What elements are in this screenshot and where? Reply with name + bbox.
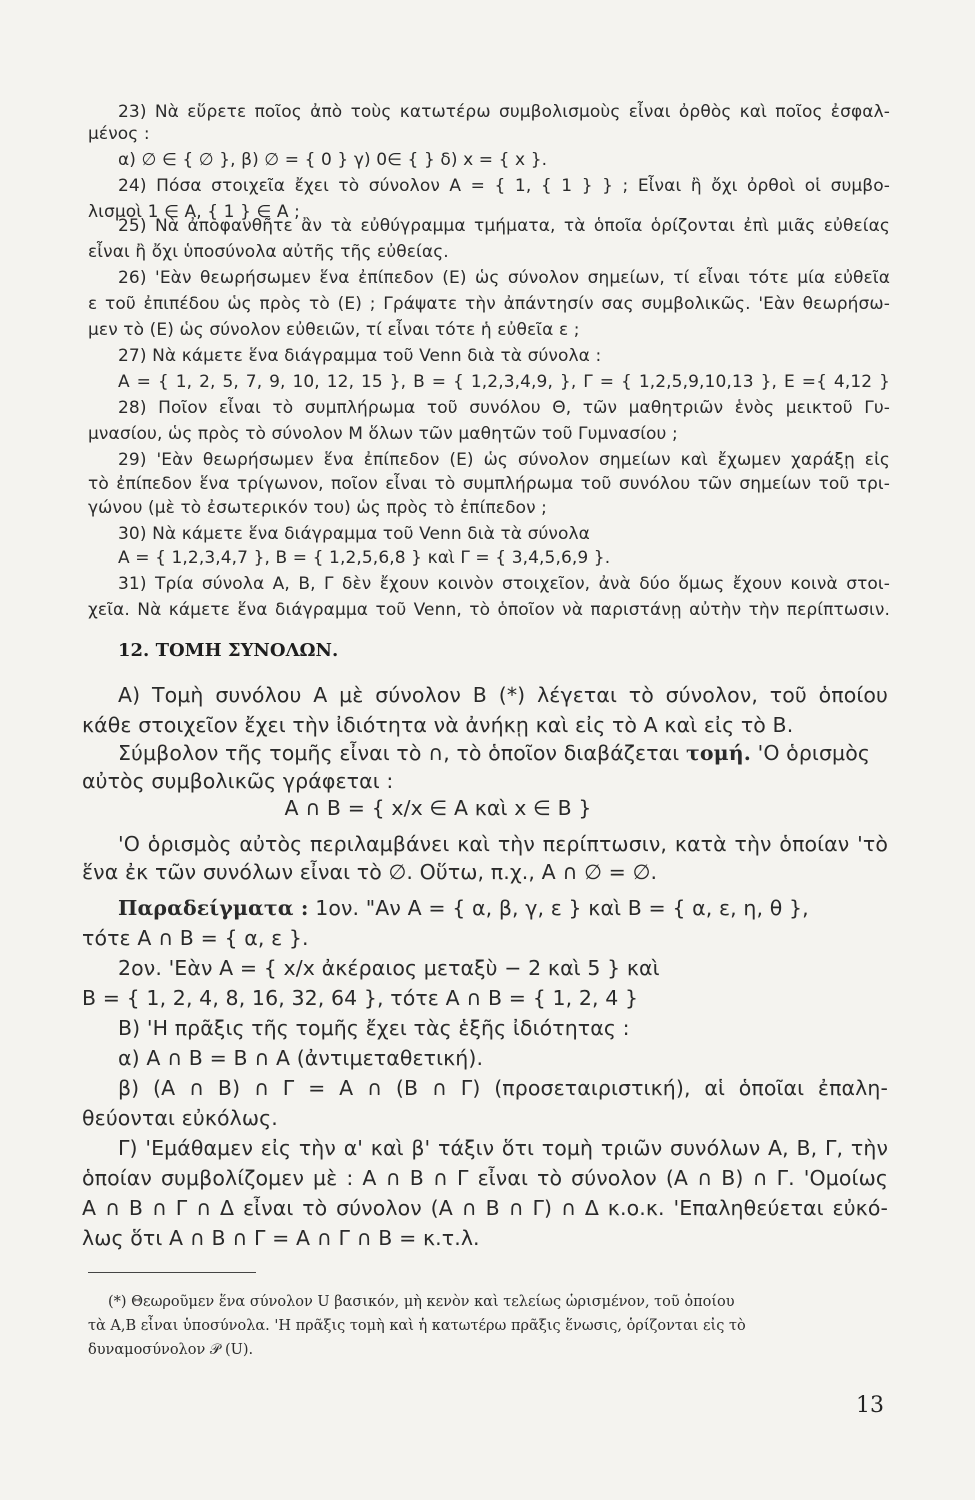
exercise-25-line1: 25) Νὰ ἀποφανθῆτε ἂν τὰ εὐθύγραμμα τμήματα, τὰ ὁποῖα ὁρίζονται ἐπὶ μιᾶς εὐθείας [118, 216, 890, 236]
footnote-line2: τὰ A,B εἶναι ὑποσύνολα. 'H πρᾶξις τομὴ καὶ ἡ κατωτέρω πρᾶξις ἕνωσις, ὁρίζονται εἰς τὸ [88, 1318, 746, 1334]
symbol-line1-text: Σύμβολον τῆς τομῆς εἶναι τὸ ∩, τὸ ὁποῖον διαβάζεται [118, 741, 686, 765]
footnote-line1: (*) Θεωροῦμεν ἕνα σύνολον U βασικόν, μὴ κενὸν καὶ τελείως ὡρισμένον, τοῦ ὁποίου [108, 1294, 735, 1310]
empty-case-line2: ἕνα ἐκ τῶν συνόλων εἶναι τὸ ∅. Οὕτω, π.χ., A ∩ ∅ = ∅. [82, 860, 658, 884]
exercise-23-line2: μένος : [88, 124, 150, 144]
exercise-31-line1: 31) Τρία σύνολα A, B, Γ δὲν ἔχουν κοινὸν στοιχεῖον, ἀνὰ δύο ὅμως ἔχουν κοινὰ στοι- [118, 574, 890, 594]
exercise-26-line2: ε τοῦ ἐπιπέδου ὡς πρὸς τὸ (E) ; Γράψατε τὴν ἀπάντησίν σας συμβολικῶς. 'Εὰν θεωρήσω- [88, 294, 890, 314]
definition-line1: A) Τομὴ συνόλου A μὲ σύνολον B (*) λέγεται τὸ σύνολον, τοῦ ὁποίου [118, 683, 888, 707]
exercise-30-sets: A = { 1,2,3,4,7 }, B = { 1,2,5,6,8 } καὶ Γ = { 3,4,5,6,9 }. [118, 548, 611, 568]
three-sets-line2: ὁποίαν συμβολίζομεν μὲ : A ∩ B ∩ Γ εἶναι τὸ σύνολον (A ∩ B) ∩ Γ. 'Ομοίως [82, 1166, 888, 1190]
footnote-rule [88, 1272, 256, 1273]
property-associative-line1: β) (A ∩ B) ∩ Γ = A ∩ (B ∩ Γ) (προσεταιριστική), αἱ ὁποῖαι ἐπαλη- [118, 1076, 888, 1100]
exercise-27-line1: 27) Νὰ κάμετε ἕνα διάγραμμα τοῦ Venn διὰ τὰ σύνολα : [118, 346, 602, 366]
definition-line2: κάθε στοιχεῖον ἔχει τὴν ἰδιότητα νὰ ἀνήκῃ καὶ εἰς τὸ A καὶ εἰς τὸ B. [82, 713, 794, 737]
exercise-27-sets: A = { 1, 2, 5, 7, 9, 10, 12, 15 }, B = { 1,2,3,4,9, }, Γ = { 1,2,5,9,10,13 }, E ={ 4,12 } [118, 372, 890, 392]
symbol-line1-end: 'O ὁρισμὸς [750, 741, 870, 765]
footnote-line3: δυναμοσύνολον 𝒫 (U). [88, 1342, 254, 1358]
exercise-29-line2: τὸ ἐπίπεδον ἕνα τρίγωνον, ποῖον εἶναι τὸ συμπλήρωμα τοῦ συνόλου τῶν σημείων τοῦ τρι- [88, 474, 890, 494]
exercise-23-options: α) ∅ ∈ { ∅ }, β) ∅ = { 0 } γ) 0∈ { } δ) x = { x }. [118, 150, 548, 170]
example-2-line1: 2ον. 'Εὰν A = { x/x ἀκέραιος μεταξὺ − 2 καὶ 5 } καὶ [118, 956, 660, 980]
exercise-26-line1: 26) 'Εὰν θεωρήσωμεν ἕνα ἐπίπεδον (E) ὡς σύνολον σημείων, τί εἶναι τότε μία εὐθεῖα [118, 268, 890, 288]
exercise-26-line3: μεν τὸ (E) ὡς σύνολον εὐθειῶν, τί εἶναι τότε ἡ εὐθεῖα ε ; [88, 320, 580, 340]
exercise-29-line1: 29) 'Εὰν θεωρήσωμεν ἕνα ἐπίπεδον (E) ὡς σύνολον σημείων καὶ ἔχωμεν χαράξῃ εἰς [118, 450, 890, 470]
exercise-25-line2: εἶναι ἢ ὄχι ὑποσύνολα αὐτῆς τῆς εὐθείας. [88, 242, 449, 262]
symbol-line2: αὐτὸς συμβολικῶς γράφεται : [82, 769, 394, 793]
exercise-30-line1: 30) Νὰ κάμετε ἕνα διάγραμμα τοῦ Venn διὰ τὰ σύνολα [118, 524, 590, 544]
exercise-23-line1: 23) Νὰ εὕρετε ποῖος ἀπὸ τοὺς κατωτέρω συμβολισμοὺς εἶναι ὀρθὸς καὶ ποῖος ἐσφαλ- [118, 102, 890, 122]
exercise-24-line2: λισμοὶ 1 ∈ A, { 1 } ∈ A ; [88, 202, 300, 222]
property-associative-line2: θεύονται εὐκόλως. [82, 1106, 278, 1130]
exercise-28-line2: μνασίου, ὡς πρὸς τὸ σύνολον M ὅλων τῶν μαθητῶν τοῦ Γυμνασίου ; [88, 424, 678, 444]
example-1-text: 1ον. "Αν A = { α, β, γ, ε } καὶ B = { α, ε, η, θ }, [308, 896, 809, 920]
page-number: 13 [856, 1393, 884, 1418]
section-title: 12. ΤΟΜΗ ΣΥΝΟΛΩΝ. [118, 640, 339, 661]
three-sets-line4: λως ὅτι A ∩ B ∩ Γ = A ∩ Γ ∩ B = κ.τ.λ. [82, 1226, 480, 1250]
example-1-line2: τότε A ∩ B = { α, ε }. [82, 926, 309, 950]
three-sets-line3: A ∩ B ∩ Γ ∩ Δ εἶναι τὸ σύνολον (A ∩ B ∩ Γ) ∩ Δ κ.ο.κ. 'Επαληθεύεται εὐκό- [82, 1196, 888, 1220]
property-commutative: α) A ∩ B = B ∩ A (ἀντιμεταθετική). [118, 1046, 484, 1070]
examples-label: Παραδείγματα : [118, 896, 309, 920]
example-2-line2: B = { 1, 2, 4, 8, 16, 32, 64 }, τότε A ∩ B = { 1, 2, 4 } [82, 986, 639, 1010]
exercise-28-line1: 28) Ποῖον εἶναι τὸ συμπλήρωμα τοῦ συνόλου Θ, τῶν μαθητριῶν ἑνὸς μεικτοῦ Γυ- [118, 398, 890, 418]
symbol-line1 [118, 738, 888, 768]
exercise-29-line3: γώνου (μὲ τὸ ἐσωτερικόν του) ὡς πρὸς τὸ ἐπίπεδον ; [88, 498, 548, 518]
empty-case-line1: 'O ὁρισμὸς αὐτὸς περιλαμβάνει καὶ τὴν περίπτωσιν, κατὰ τὴν ὁποίαν 'τὸ [118, 832, 888, 856]
symbol-read-as: τομή. [685, 741, 751, 765]
exercise-24-line1: 24) Πόσα στοιχεῖα ἔχει τὸ σύνολον A = { 1, { 1 } } ; Εἶναι ἢ ὄχι ὀρθοὶ οἱ συμβο- [118, 176, 890, 196]
properties-heading: B) 'H πρᾶξις τῆς τομῆς ἔχει τὰς ἑξῆς ἰδιότητας : [118, 1016, 630, 1040]
example-1-line1 [118, 893, 888, 923]
three-sets-line1: Γ) 'Εμάθαμεν εἰς τὴν α' καὶ β' τάξιν ὅτι τομὴ τριῶν συνόλων A, B, Γ, τὴν [118, 1136, 888, 1160]
exercise-31-line2: χεῖα. Νὰ κάμετε ἕνα διάγραμμα τοῦ Venn, τὸ ὁποῖον νὰ παριστάνῃ αὐτὴν τὴν περίπτωσιν. [88, 600, 890, 620]
definition-formula: A ∩ B = { x/x ∈ A καὶ x ∈ B } [284, 796, 592, 820]
